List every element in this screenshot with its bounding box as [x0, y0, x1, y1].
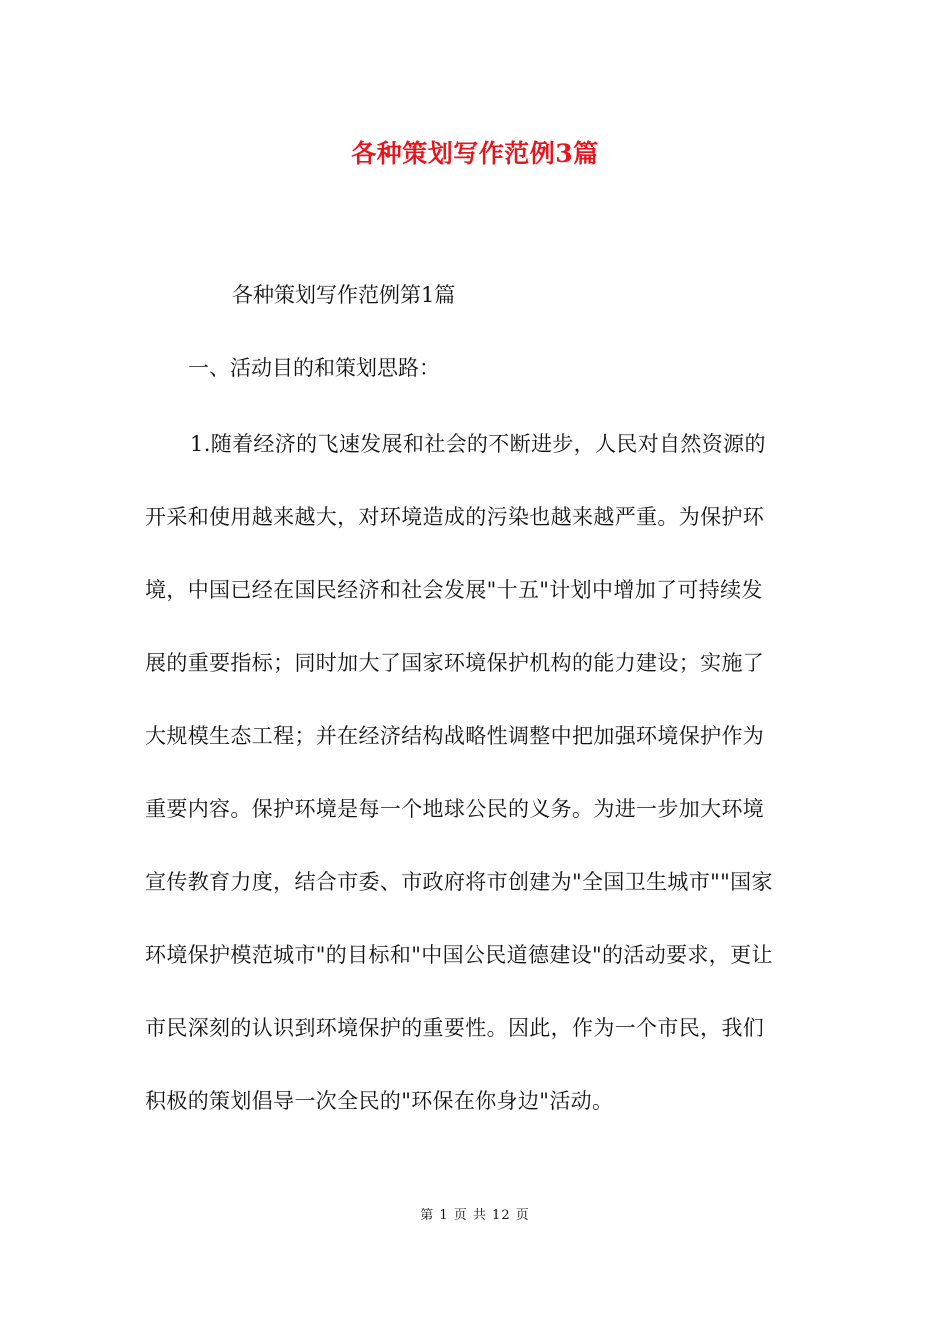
section-subtitle: 各种策划写作范例第1篇: [232, 283, 456, 307]
paragraph-line: 重要内容。保护环境是每一个地球公民的义务。为进一步加大环境: [145, 797, 765, 821]
paragraph-line: 市民深刻的认识到环境保护的重要性。因此，作为一个市民，我们: [145, 1016, 765, 1040]
paragraph-line: 境，中国已经在国民经济和社会发展"十五"计划中增加了可持续发: [145, 578, 763, 602]
document-title: 各种策划写作范例3篇: [351, 139, 599, 168]
paragraph-line: 宣传教育力度，结合市委、市政府将市创建为"全国卫生城市""国家: [145, 870, 773, 894]
paragraph-line: 开采和使用越来越大，对环境造成的污染也越来越严重。为保护环: [145, 505, 765, 529]
paragraph-line: 积极的策划倡导一次全民的"环保在你身边"活动。: [145, 1089, 614, 1113]
paragraph-line: 环境保护模范城市"的目标和"中国公民道德建设"的活动要求，更让: [145, 943, 773, 967]
paragraph-line: 大规模生态工程；并在经济结构战略性调整中把加强环境保护作为: [145, 724, 765, 748]
page-footer: 第 1 页 共 12 页: [420, 1208, 530, 1223]
section-heading: 一、活动目的和策划思路：: [188, 356, 440, 380]
paragraph-line: 1.随着经济的飞速发展和社会的不断进步，人民对自然资源的: [190, 432, 766, 456]
paragraph-line: 展的重要指标；同时加大了国家环境保护机构的能力建设；实施了: [145, 651, 765, 675]
